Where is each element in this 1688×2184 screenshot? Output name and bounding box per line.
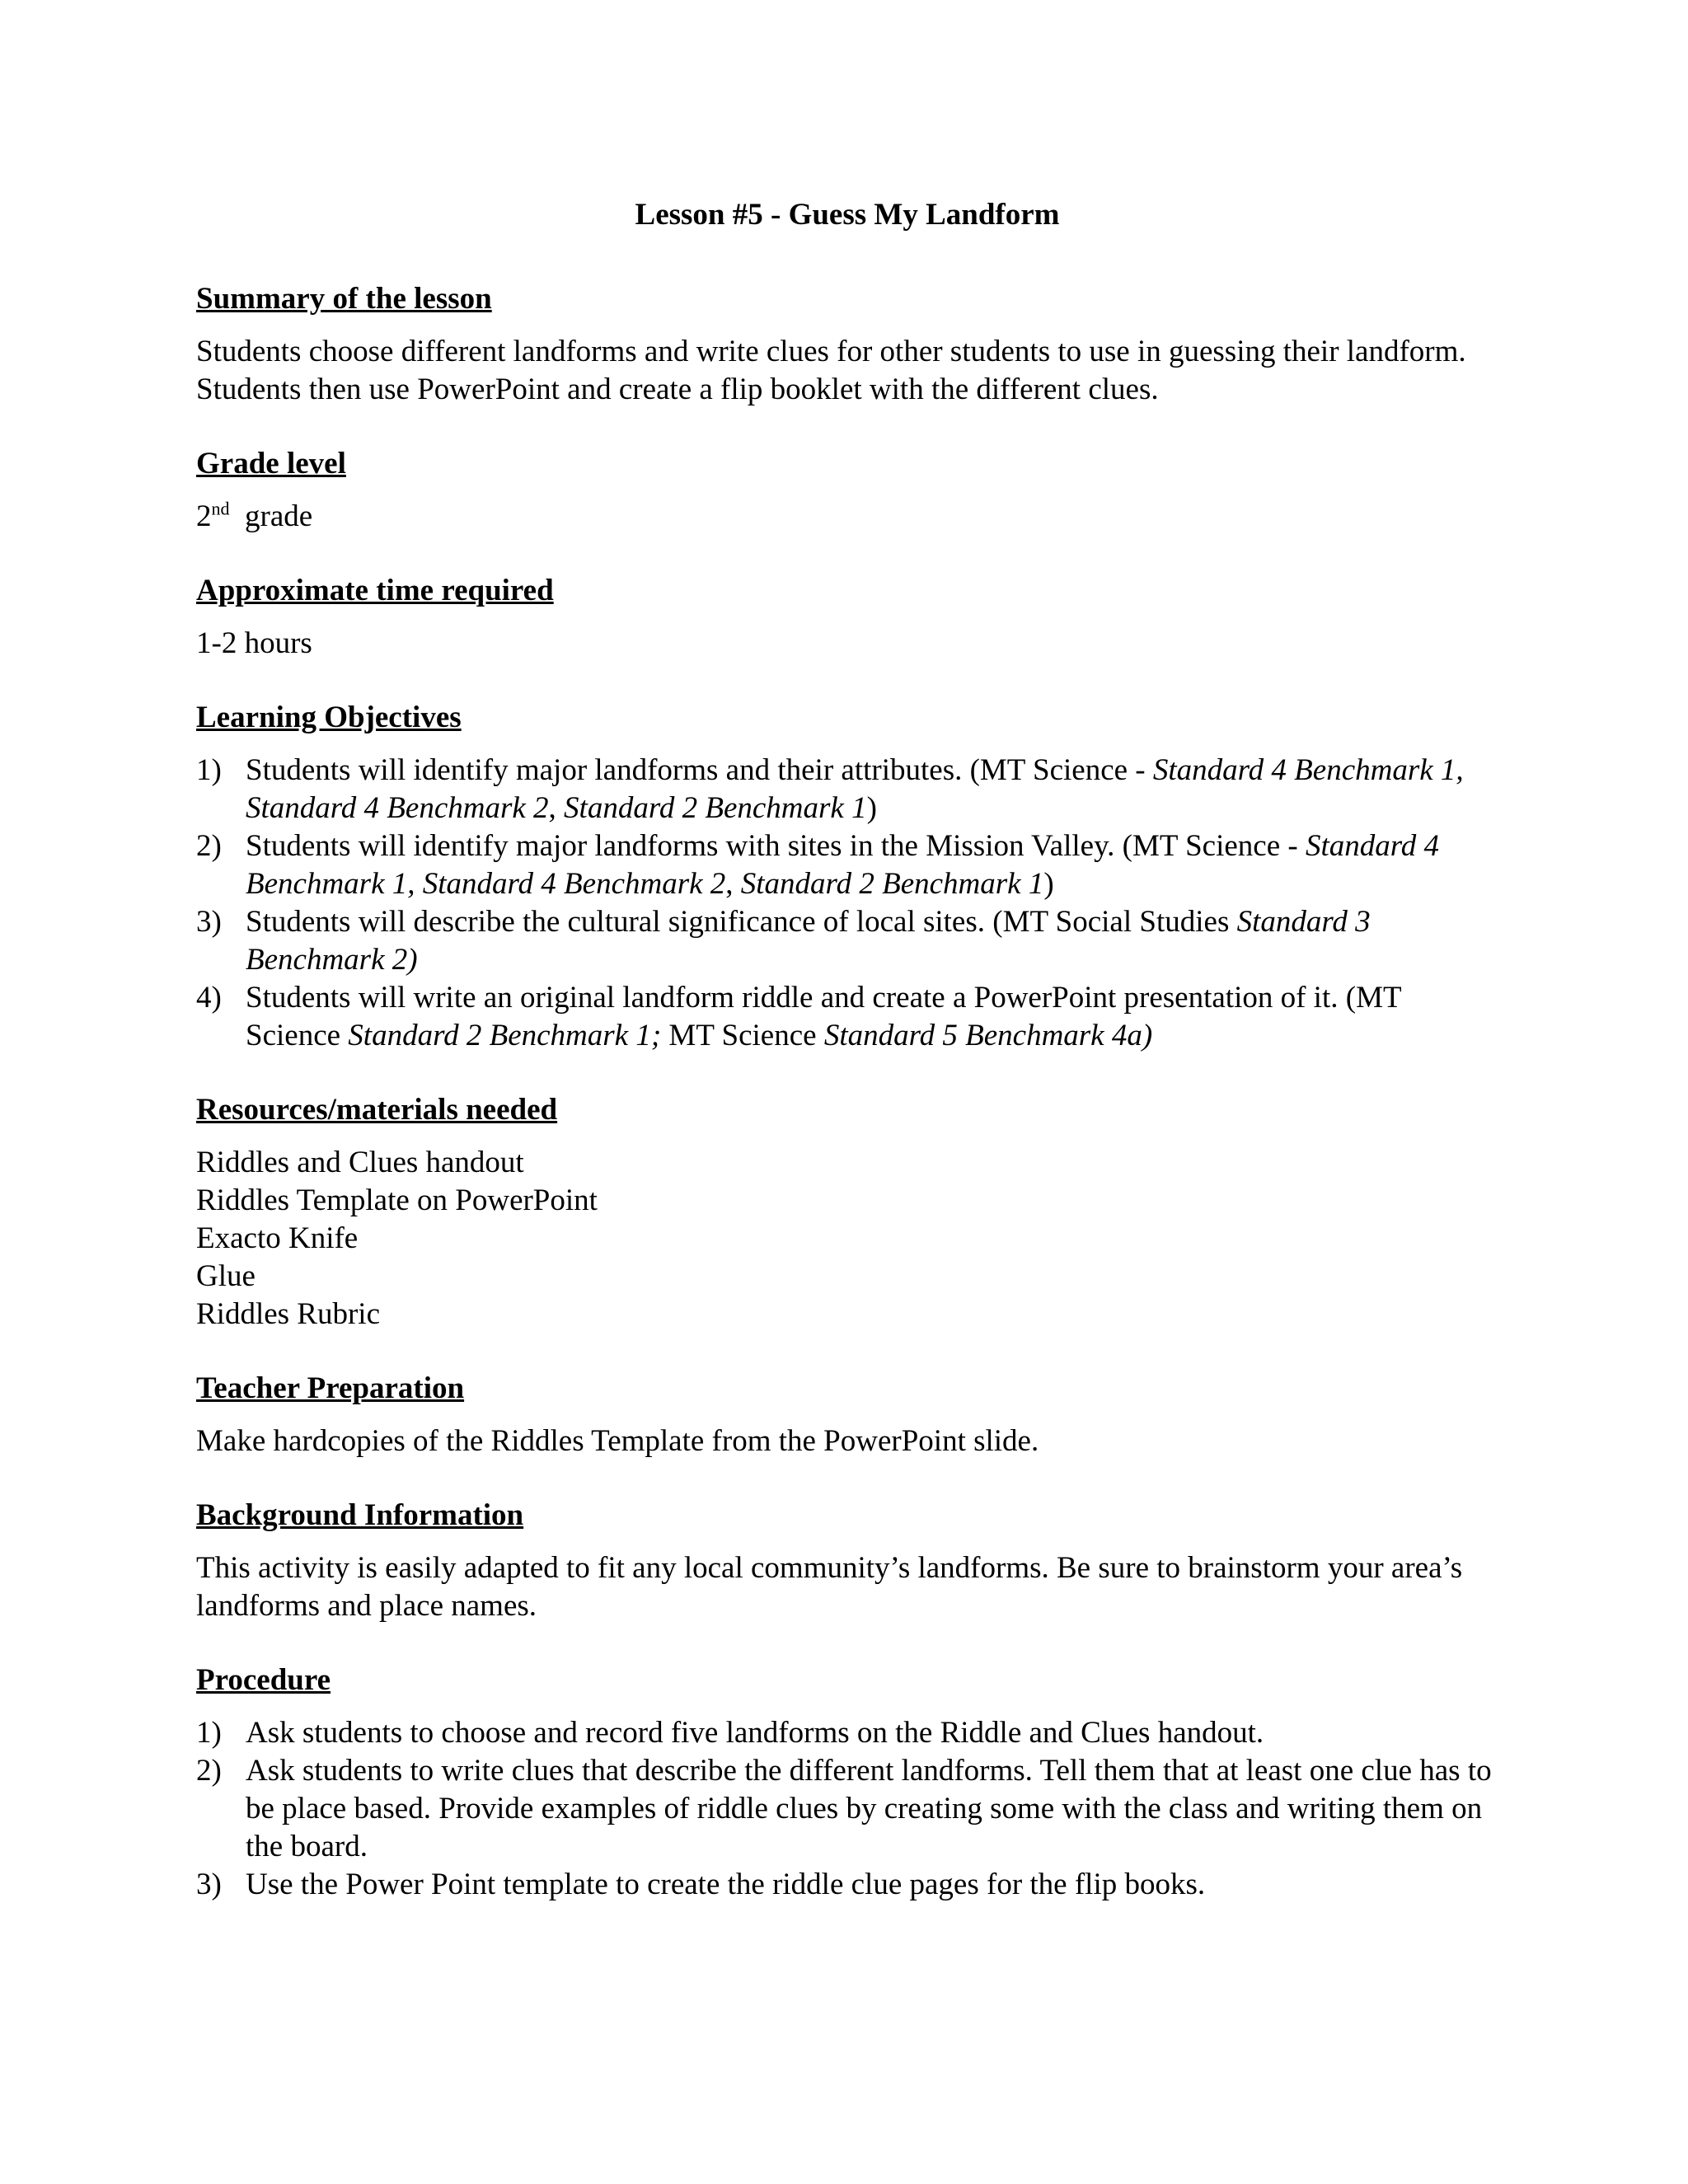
objective-number: 3) [196,905,222,939]
procedure-text: Use the Power Point template to create the riddle clue pages for the flip books. [246,1868,1206,1901]
objective-text: ) [1043,867,1054,901]
objective-text: ) [866,791,877,825]
background-text: This activity is easily adapted to fit any local community’s landforms. Be sure to brainstorm your area’s landforms and place names. [196,1551,1463,1623]
objective-standard: Standard 2 Benchmark 1; [348,1019,662,1052]
grade-suffix: nd [211,498,230,519]
procedure-text: Ask students to choose and record five landforms on the Riddle and Clues handout. [246,1716,1264,1750]
objectives-section [196,699,1498,1055]
procedure-text: Ask students to write clues that describe the different landforms. Tell them that at least one clue has to be place based. Provide examples of riddle clues by creating some with the class and writing them on the board. [246,1754,1492,1863]
teacher-prep-heading: Teacher Preparation [196,1371,465,1405]
summary-text: Students choose different landforms and write clues for other students to use in guessing their landform. Students then use PowerPoint and create a flip booklet with the different clues. [196,335,1466,406]
resources-heading: Resources/materials needed [196,1093,558,1127]
objectives-list [196,752,1498,1055]
resource-item: Riddles and Clues handout [196,1146,524,1179]
objective-item [196,903,1498,979]
procedure-number: 2) [196,1754,222,1788]
resources-list [196,1144,1498,1333]
lesson-title: Lesson #5 - Guess My Landform [635,198,1060,232]
resource-item: Riddles Template on PowerPoint [196,1183,598,1217]
background-heading: Background Information [196,1498,524,1532]
procedure-item [196,1752,1498,1866]
grade-text [196,498,1498,536]
objective-standard: Standard 5 Benchmark 4a) [823,1019,1153,1052]
background-section [196,1497,1498,1625]
objective-text: Students will identify major landforms with sites in the Mission Valley. (MT Science - [246,829,1306,863]
resource-item: Glue [196,1259,256,1293]
resource-item: Riddles Rubric [196,1297,381,1331]
document-page [196,196,1498,1940]
procedure-heading: Procedure [196,1663,331,1697]
objective-text: , [725,867,741,901]
objective-text: Students will identify major landforms and their attributes. (MT Science - [246,753,1153,787]
objective-item [196,752,1498,827]
objective-number: 1) [196,753,222,787]
objective-item [196,979,1498,1055]
objective-text: Students will describe the cultural significance of local sites. (MT Social Studies [246,905,1237,939]
objectives-heading: Learning Objectives [196,701,462,734]
procedure-item [196,1714,1498,1752]
summary-heading: Summary of the lesson [196,282,492,316]
grade-section [196,445,1498,536]
grade-word: grade [245,499,313,533]
grade-heading: Grade level [196,447,346,480]
teacher-prep-section [196,1370,1498,1460]
objective-standard: Standard 2 Benchmark 1 [740,867,1044,901]
procedure-number: 3) [196,1868,222,1901]
resource-item: Exacto Knife [196,1221,359,1255]
objective-text: Students will write an original landform riddle and create a PowerPoint presentation of it. (MT Science [246,981,1401,1052]
time-section [196,572,1498,663]
procedure-list [196,1714,1498,1904]
procedure-number: 1) [196,1716,222,1750]
teacher-prep-text: Make hardcopies of the Riddles Template from the PowerPoint slide. [196,1424,1039,1458]
objective-text: , [548,791,565,825]
summary-section [196,280,1498,409]
time-heading: Approximate time required [196,574,554,607]
objective-item [196,827,1498,903]
procedure-item [196,1866,1498,1904]
grade-number: 2 [196,499,212,533]
objective-standard: Standard 2 Benchmark 1 [564,791,867,825]
objective-number: 2) [196,829,222,863]
time-text: 1-2 hours [196,626,312,660]
objective-number: 4) [196,981,222,1015]
objective-standard: Standard 3 Benchmark 2) [246,905,1371,977]
objective-text: MT Science [661,1019,824,1052]
resources-section [196,1091,1498,1333]
procedure-section [196,1661,1498,1904]
objective-standard: Standard 4 Benchmark 1, Standard 4 Benchmark 2 [246,829,1440,901]
objective-standard: Standard 4 Benchmark 1, Standard 4 Benchmark 2 [246,753,1464,825]
